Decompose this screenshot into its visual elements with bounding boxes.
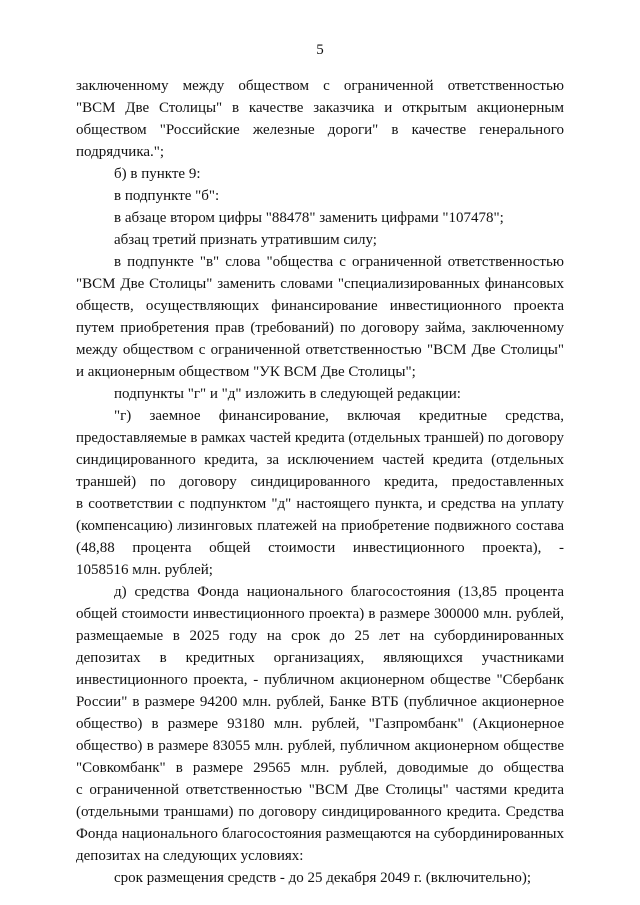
text-line: общество) в размере 93180 млн. рублей, "Газпромбанк" (Акционерное [76, 716, 564, 732]
text-line: общество) в размере 83055 млн. рублей, публичном акционерном обществе [76, 738, 564, 754]
text-line: обществом "Российские железные дороги" в качестве генерального [76, 122, 564, 138]
text-line: депозитах в кредитных организациях, являющихся участниками [76, 650, 564, 666]
document-body [76, 75, 564, 889]
text-line: абзац третий признать утратившим силу; [114, 232, 377, 248]
text-line: (48,88 процента общей стоимости инвестиционного проекта), - [76, 540, 564, 556]
text-line: "ВСМ Две Столицы" заменить словами "специализированных финансовых [76, 276, 564, 292]
text-line: подпункты "г" и "д" изложить в следующей редакции: [114, 386, 461, 402]
text-line: д) средства Фонда национального благосостояния (13,85 процента [114, 584, 564, 600]
text-line: в подпункте "в" слова "общества с ограниченной ответственностью [114, 254, 564, 270]
text-line: размещаемые в 2025 году на срок до 25 лет на субординированных [76, 628, 564, 644]
text-line: 1058516 млн. рублей; [76, 562, 213, 578]
text-line: обществ, осуществляющих финансирование инвестиционного проекта [76, 298, 564, 314]
text-line: синдицированного кредита, за исключением частей кредита (отдельных [76, 452, 564, 468]
text-line: в соответствии с подпунктом "д" настоящего пункта, и средства на уплату [76, 496, 564, 512]
text-line: России" в размере 94200 млн. рублей, Банке ВТБ (публичное акционерное [76, 694, 564, 710]
text-line: (компенсацию) лизинговых платежей на приобретение подвижного состава [76, 518, 564, 534]
text-line: "Совкомбанк" в размере 29565 млн. рублей, доводимые до общества [76, 760, 564, 776]
text-line: Фонда национального благосостояния размещаются на субординированных [76, 826, 564, 842]
text-line: инвестиционного проекта, - публичном акционерном обществе "Сбербанк [76, 672, 564, 688]
text-line: "г) заемное финансирование, включая кредитные средства, [114, 408, 564, 424]
text-line: путем приобретения прав (требований) по договору займа, заключенному [76, 320, 564, 336]
text-line: срок размещения средств - до 25 декабря 2049 г. (включительно); [114, 870, 532, 886]
text-line: предоставляемые в рамках частей кредита (отдельных траншей) по договору [76, 430, 564, 446]
text-line: подрядчика."; [76, 144, 165, 160]
page-number: 5 [316, 42, 324, 58]
text-line: заключенному между обществом с ограниченной ответственностью [76, 78, 564, 94]
text-line: траншей) по договору синдицированного кредита, предоставленных [76, 474, 564, 490]
text-line: (отдельными траншами) по договору синдицированного кредита. Средства [76, 804, 564, 820]
text-line: депозитах на следующих условиях: [76, 848, 304, 864]
text-line: в абзаце втором цифры "88478" заменить цифрами "107478"; [114, 210, 504, 226]
text-line: общей стоимости инвестиционного проекта) в размере 300000 млн. рублей, [76, 606, 564, 622]
text-line: и акционерным обществом "УК ВСМ Две Столицы"; [76, 364, 416, 380]
text-line: с ограниченной ответственностью "ВСМ Две Столицы" частями кредита [76, 782, 564, 798]
text-line: "ВСМ Две Столицы" в качестве заказчика и открытым акционерным [76, 100, 564, 116]
text-line: между обществом с ограниченной ответственностью "ВСМ Две Столицы" [76, 342, 564, 358]
text-line: в подпункте "б": [114, 188, 220, 204]
text-line: б) в пункте 9: [114, 166, 201, 182]
